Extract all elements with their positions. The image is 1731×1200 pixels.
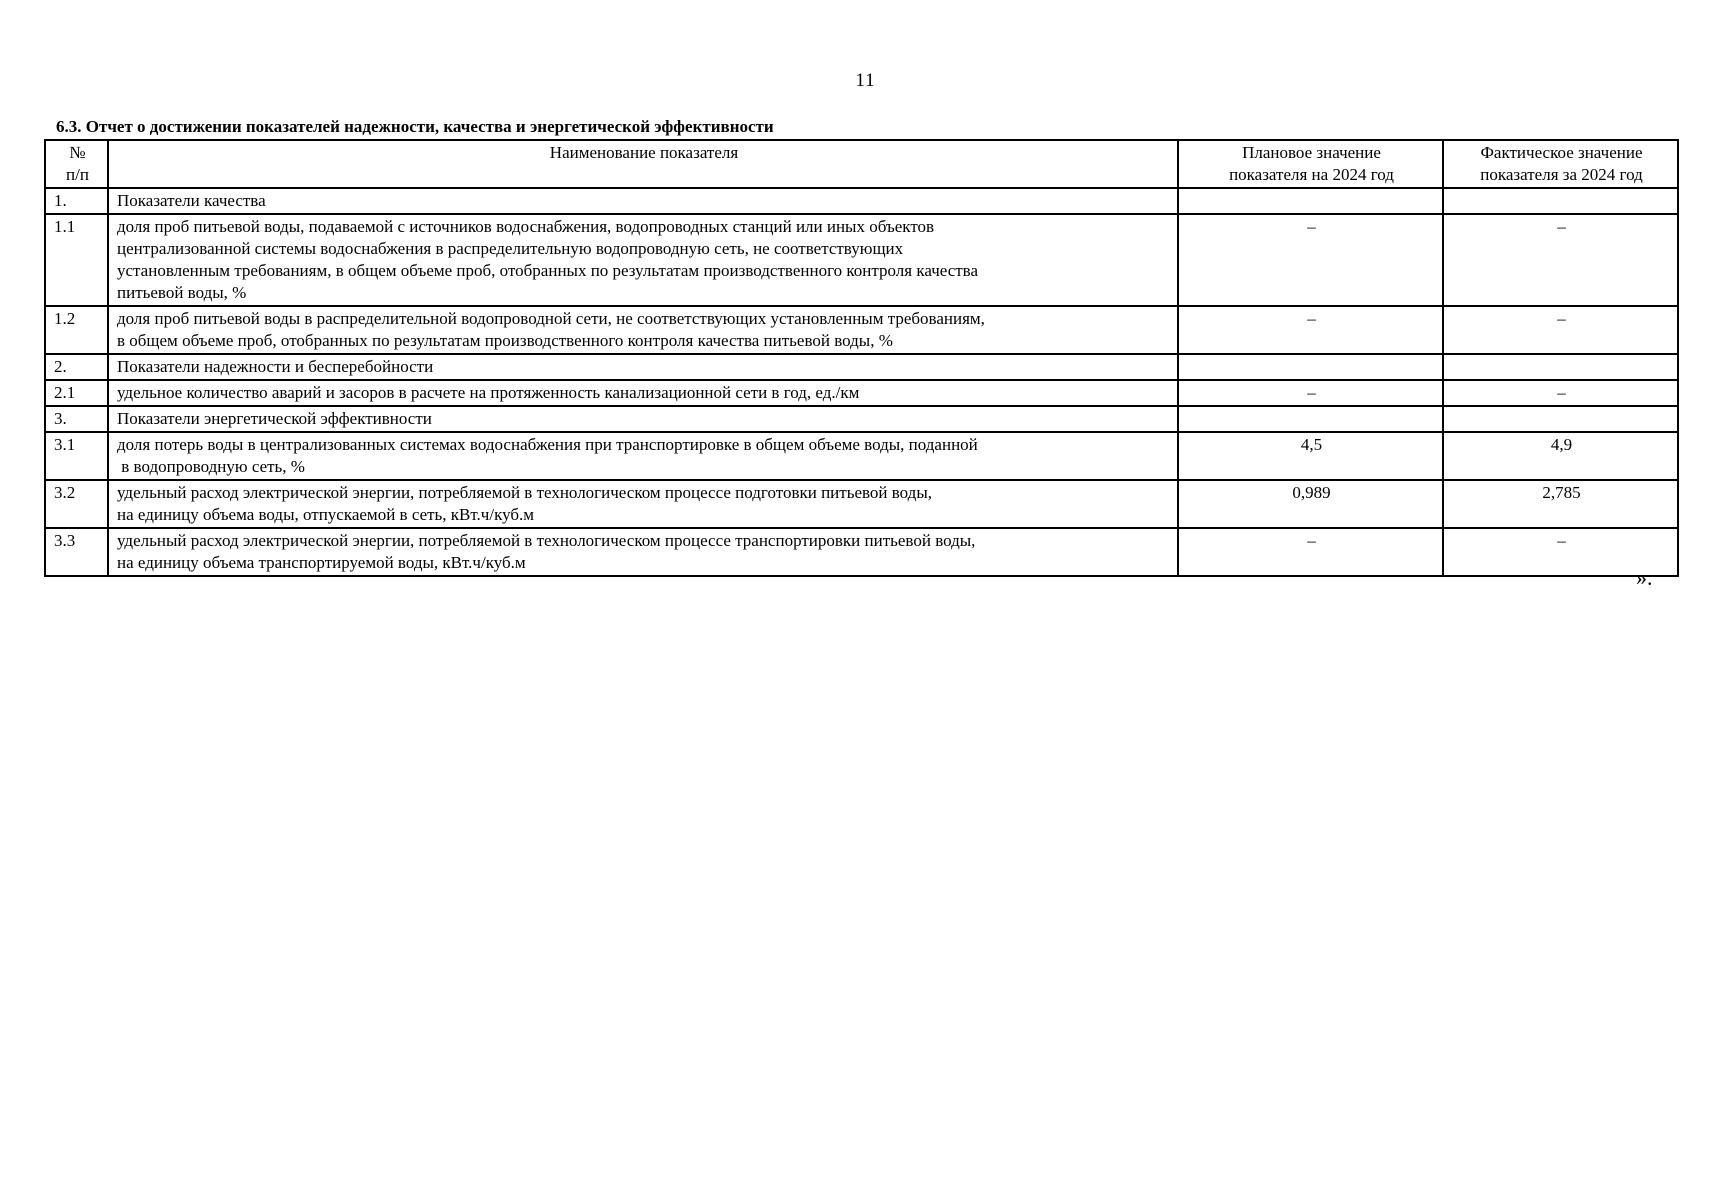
row-indicator-name (108, 480, 1178, 528)
row-planned-value (1178, 406, 1443, 432)
indicator-name-line: в водопроводную сеть, % (117, 457, 305, 476)
row-actual-value (1443, 406, 1678, 432)
table-row (45, 354, 1678, 380)
row-actual-value: – (1443, 528, 1678, 576)
row-indicator-name (108, 528, 1178, 576)
row-number: 2. (45, 354, 108, 380)
row-number: 1. (45, 188, 108, 214)
table-row (45, 306, 1678, 354)
row-planned-value: 0,989 (1178, 480, 1443, 528)
row-actual-value: 4,9 (1443, 432, 1678, 480)
row-indicator-name (108, 380, 1178, 406)
row-planned-value: – (1178, 214, 1443, 306)
page-number: 11 (855, 70, 876, 91)
indicator-name-line: доля потерь воды в централизованных системах водоснабжения при транспортировке в общем объеме воды, поданной (117, 435, 978, 454)
row-actual-value: 2,785 (1443, 480, 1678, 528)
header-number-line2: п/п (66, 165, 89, 184)
indicator-name-line: доля проб питьевой воды в распределительной водопроводной сети, не соответствующих установленным требованиям, (117, 309, 985, 328)
indicator-name-line: Показатели энергетической эффективности (117, 409, 432, 428)
row-actual-value: – (1443, 306, 1678, 354)
row-number: 2.1 (45, 380, 108, 406)
row-indicator-name (108, 354, 1178, 380)
closing-quote: ». (1636, 565, 1653, 590)
indicator-name-line: в общем объеме проб, отобранных по результатам производственного контроля качества питьевой воды, % (117, 331, 893, 350)
row-actual-value (1443, 354, 1678, 380)
row-indicator-name (108, 306, 1178, 354)
table-row (45, 188, 1678, 214)
indicator-name-line: удельное количество аварий и засоров в расчете на протяженность канализационной сети в год, ед./км (117, 383, 860, 402)
row-indicator-name (108, 432, 1178, 480)
table-row (45, 528, 1678, 576)
indicator-name-line: удельный расход электрической энергии, потребляемой в технологическом процессе подготовки питьевой воды, (117, 483, 932, 502)
row-planned-value: – (1178, 380, 1443, 406)
indicator-name-line: удельный расход электрической энергии, потребляемой в технологическом процессе транспортировки питьевой воды, (117, 531, 976, 550)
row-actual-value (1443, 188, 1678, 214)
indicator-name-line: Показатели качества (117, 191, 266, 210)
indicator-name-line: централизованной системы водоснабжения в распределительную водопроводную сеть, не соответствующих (117, 239, 904, 258)
row-indicator-name (108, 406, 1178, 432)
row-actual-value: – (1443, 380, 1678, 406)
indicator-name-line: Показатели надежности и бесперебойности (117, 357, 434, 376)
row-indicator-name (108, 214, 1178, 306)
table-header-row (45, 140, 1678, 188)
table-row (45, 480, 1678, 528)
row-planned-value: – (1178, 528, 1443, 576)
table-row (45, 380, 1678, 406)
row-number: 1.1 (45, 214, 108, 306)
section-title: 6.3. Отчет о достижении показателей надежности, качества и энергетической эффективности (56, 117, 774, 136)
table-row (45, 214, 1678, 306)
row-planned-value: – (1178, 306, 1443, 354)
row-planned-value: 4,5 (1178, 432, 1443, 480)
indicator-name-line: на единицу объема транспортируемой воды, кВт.ч/куб.м (117, 553, 526, 572)
row-number: 3.1 (45, 432, 108, 480)
header-planned-value (1178, 140, 1443, 188)
table-body (45, 188, 1678, 576)
indicators-table (44, 139, 1679, 577)
row-number: 1.2 (45, 306, 108, 354)
row-planned-value (1178, 188, 1443, 214)
indicator-name-line: на единицу объема воды, отпускаемой в сеть, кВт.ч/куб.м (117, 505, 535, 524)
header-planned-line1: Плановое значение (1242, 143, 1381, 162)
row-number: 3.3 (45, 528, 108, 576)
row-actual-value: – (1443, 214, 1678, 306)
row-indicator-name (108, 188, 1178, 214)
row-number: 3. (45, 406, 108, 432)
indicator-name-line: доля проб питьевой воды, подаваемой с источников водоснабжения, водопроводных станций или иных объектов (117, 217, 935, 236)
header-actual-value (1443, 140, 1678, 188)
header-planned-line2: показателя на 2024 год (1229, 165, 1394, 184)
header-number-line1: № (69, 143, 86, 162)
header-actual-line1: Фактическое значение (1480, 143, 1643, 162)
table-row (45, 432, 1678, 480)
header-indicator-name: Наименование показателя (108, 140, 1178, 188)
table-row (45, 406, 1678, 432)
row-number: 3.2 (45, 480, 108, 528)
header-actual-line2: показателя за 2024 год (1480, 165, 1643, 184)
indicator-name-line: установленным требованиям, в общем объеме проб, отобранных по результатам производственного контроля качества (117, 261, 979, 280)
header-number (45, 140, 108, 188)
indicator-name-line: питьевой воды, % (117, 283, 247, 302)
row-planned-value (1178, 354, 1443, 380)
